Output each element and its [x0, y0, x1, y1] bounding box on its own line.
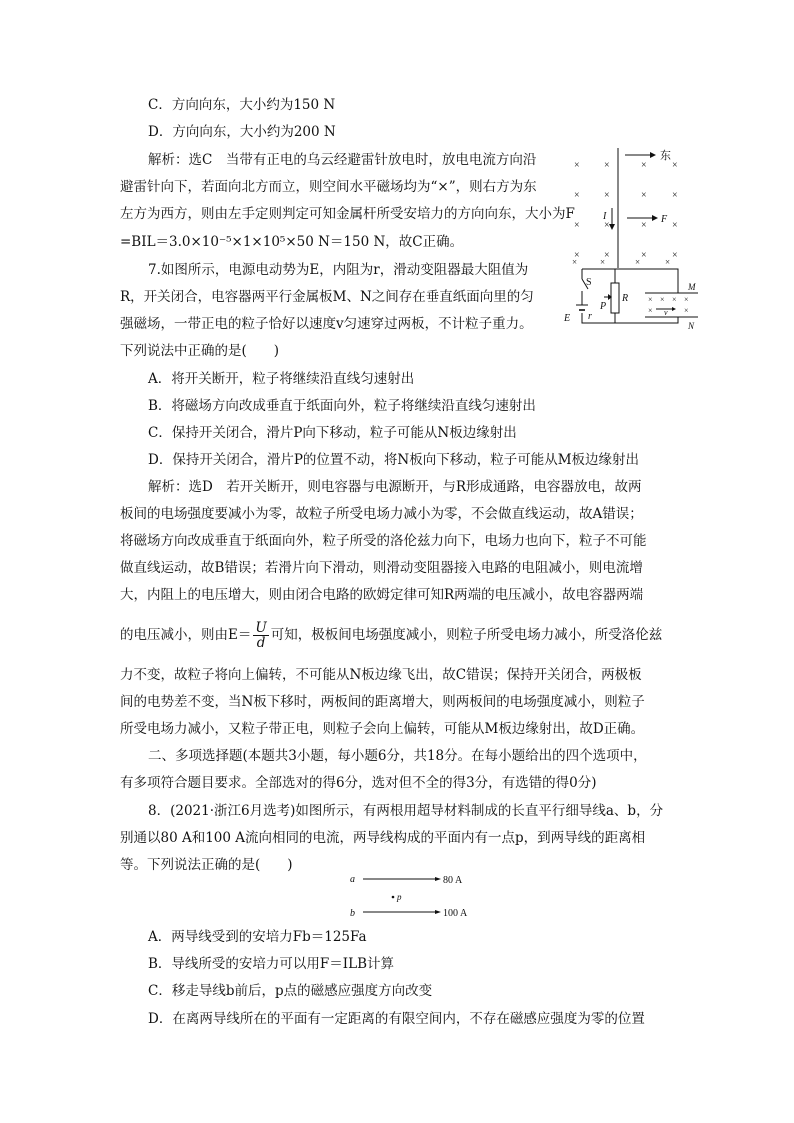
label-v: v — [664, 308, 668, 317]
field-cross: × — [648, 295, 653, 304]
wire-a-arrowhead — [435, 877, 441, 881]
force-label: F — [661, 214, 668, 225]
fraction-denominator: d — [256, 635, 266, 651]
label-r: r — [588, 311, 592, 322]
fraction-numerator: U — [255, 620, 267, 636]
q7-analysis-line: 大，内阻上的电压增大，则由闭合电路的欧姆定律可知R两端的电压减小，故电容器两端 — [120, 587, 644, 603]
q8-option-a: A．两导线受到的安培力Fb＝125Fa — [148, 929, 367, 945]
fraction-u-over-d — [253, 621, 268, 650]
wire-b-label: b — [350, 908, 355, 919]
parallel-wires-figure — [345, 870, 485, 920]
current-arrow — [609, 208, 615, 230]
field-cross: × — [600, 257, 606, 267]
q7-analysis-line: 力不变，故粒子将向上偏转，不可能从N板边缘飞出，故C错误；保持开关闭合，两极板 — [120, 667, 642, 683]
formula-post: 可知，极板间电场强度减小，则粒子所受电场力减小，所受洛伦兹 — [270, 627, 663, 643]
field-cross: × — [635, 257, 641, 267]
q7-analysis-line: 将磁场方向改成垂直于纸面向外，粒子所受的洛伦兹力向下，电场力也向下，粒子不可能 — [120, 533, 647, 549]
circuit-figure — [560, 255, 700, 335]
q7-stem-line: 7.如图所示，电源电动势为E，内阻为r，滑动变阻器最大阻值为 — [148, 262, 529, 278]
field-cross: × — [574, 160, 580, 171]
q7-formula-line — [120, 621, 662, 650]
q8-source: 8．(2021·浙江6月选考) — [148, 803, 296, 819]
label-P: P — [600, 301, 607, 312]
field-cross: × — [574, 190, 580, 201]
point-p-label: p — [397, 892, 402, 902]
field-cross: × — [684, 295, 689, 304]
label-S: S — [586, 277, 592, 288]
velocity-arrowhead — [672, 307, 676, 311]
label-R: R — [622, 293, 629, 304]
q6-option-c: C．方向向东，大小约为150 N — [148, 97, 336, 113]
q7-stem-line: 强磁场，一带正电的粒子恰好以速度v匀速穿过两板，不计粒子重力。 — [120, 316, 533, 332]
q7-option-c: C．保持开关闭合，滑片P向下移动，粒子可能从N板边缘射出 — [148, 425, 517, 441]
q8-option-c: C．移走导线b前后，p点的磁感应强度方向改变 — [148, 983, 433, 999]
field-cross: × — [660, 295, 665, 304]
field-cross: × — [604, 250, 610, 261]
point-p — [392, 896, 395, 899]
q7-stem-line: 下列说法中正确的是( ) — [120, 343, 280, 359]
formula-pre: 的电压减小，则由E＝ — [120, 627, 252, 643]
q6-analysis-line: 避雷针向下，若面向北方而立，则空间水平磁场均为“×”，则右方为东 — [120, 179, 537, 195]
label-N: N — [688, 321, 695, 331]
q7-analysis-line: 所受电场力减小，又粒子带正电，则粒子会向上偏转，可能从M板边缘射出，故D正确。 — [120, 721, 645, 737]
q6-option-d: D．方向向东，大小约为200 N — [148, 124, 336, 140]
q8-stem-line: 等。下列说法正确的是( ) — [120, 857, 293, 873]
q6-analysis-line: 解析：选C 当带有正电的乌云经避雷针放电时，放电电流方向沿 — [148, 152, 537, 168]
q8-option-d: D．在离两导线所在的平面有一定距离的有限空间内，不存在磁感应强度为零的位置 — [148, 1011, 645, 1027]
field-cross: × — [604, 190, 610, 201]
field-cross: × — [574, 250, 580, 261]
q8-stem-text: 如图所示，有两根用超导材料制成的长直平行细导线a、b，分 — [295, 803, 664, 819]
q8-option-b: B．导线所受的安培力可以用F＝ILB计算 — [148, 956, 395, 972]
q7-analysis-line: 板间的电场强度要减小为零，故粒子所受电场力减小为零，不会做直线运动，故A错误； — [120, 506, 643, 522]
field-cross: × — [641, 250, 647, 261]
q7-analysis-line: 解析：选D 若开关断开，则电容器与电源断开，与R形成通路，电容器放电，故两 — [148, 479, 642, 495]
q7-analysis-line: 做直线运动，故B错误；若滑片向下滑动，则滑动变阻器接入电路的电阻减小，则电流增 — [120, 560, 643, 576]
q7-option-b: B．将磁场方向改成垂直于纸面向外，粒子将继续沿直线匀速射出 — [148, 398, 536, 414]
current-label: I — [603, 211, 607, 222]
field-cross: × — [604, 220, 610, 231]
circuit-wire — [582, 269, 678, 293]
label-E: E — [564, 313, 571, 324]
field-cross: × — [672, 250, 678, 261]
field-cross: × — [672, 190, 678, 201]
q7-option-a: A．将开关断开，粒子将继续沿直线匀速射出 — [148, 371, 415, 387]
q8-stem-first — [148, 801, 663, 821]
field-cross: × — [604, 160, 610, 171]
wire-a-current: 80 A — [443, 875, 463, 886]
field-cross: × — [672, 295, 677, 304]
field-cross: × — [572, 257, 578, 267]
q6-analysis-line: 左方为西方，则由左手定则判定可知金属杆所受安培力的方向向东，大小为F — [120, 206, 575, 222]
q7-option-d: D．保持开关闭合，滑片P的位置不动，将N板向下移动，粒子可能从M板边缘射出 — [148, 452, 640, 468]
field-cross: × — [672, 160, 678, 171]
wire-a-label: a — [350, 874, 355, 885]
rheostat-resistor — [611, 283, 619, 313]
field-cross: × — [648, 306, 653, 315]
label-M: M — [688, 282, 696, 292]
field-cross: × — [641, 220, 647, 231]
wire-b-current: 100 A — [443, 908, 468, 919]
field-cross: × — [665, 257, 671, 267]
field-cross: × — [641, 190, 647, 201]
east-arrow — [625, 152, 656, 158]
east-label: 东 — [660, 150, 671, 162]
lightning-rod-figure — [570, 148, 685, 268]
q8-stem-line: 别通以80 A和100 A流向相同的电流，两导线构成的平面内有一点p，到两导线的距离相 — [120, 830, 646, 846]
q7-stem-line: R，开关闭合，电容器两平行金属板M、N之间存在垂直纸面向里的匀 — [120, 289, 534, 305]
circuit-wire — [625, 317, 678, 323]
field-cross: × — [641, 160, 647, 171]
wire-b-arrowhead — [435, 910, 441, 914]
q6-analysis-line: =BIL＝3.0×10⁻⁵×1×10⁵×50 N＝150 N，故C正确。 — [120, 234, 464, 250]
field-cross: × — [672, 220, 678, 231]
field-cross: × — [684, 306, 689, 315]
q7-analysis-line: 间的电势差不变，当N板下移时，两板间的距离增大，则两板间的电场强度减小，则粒子 — [120, 694, 645, 710]
section2-heading: 有多项符合题目要求。全部选对的得6分，选对但不全的得3分，有选错的得0分) — [120, 775, 597, 791]
field-cross: × — [574, 220, 580, 231]
section2-heading: 二、多项选择题(本题共3小题，每小题6分，共18分。在每小题给出的四个选项中， — [148, 748, 647, 764]
